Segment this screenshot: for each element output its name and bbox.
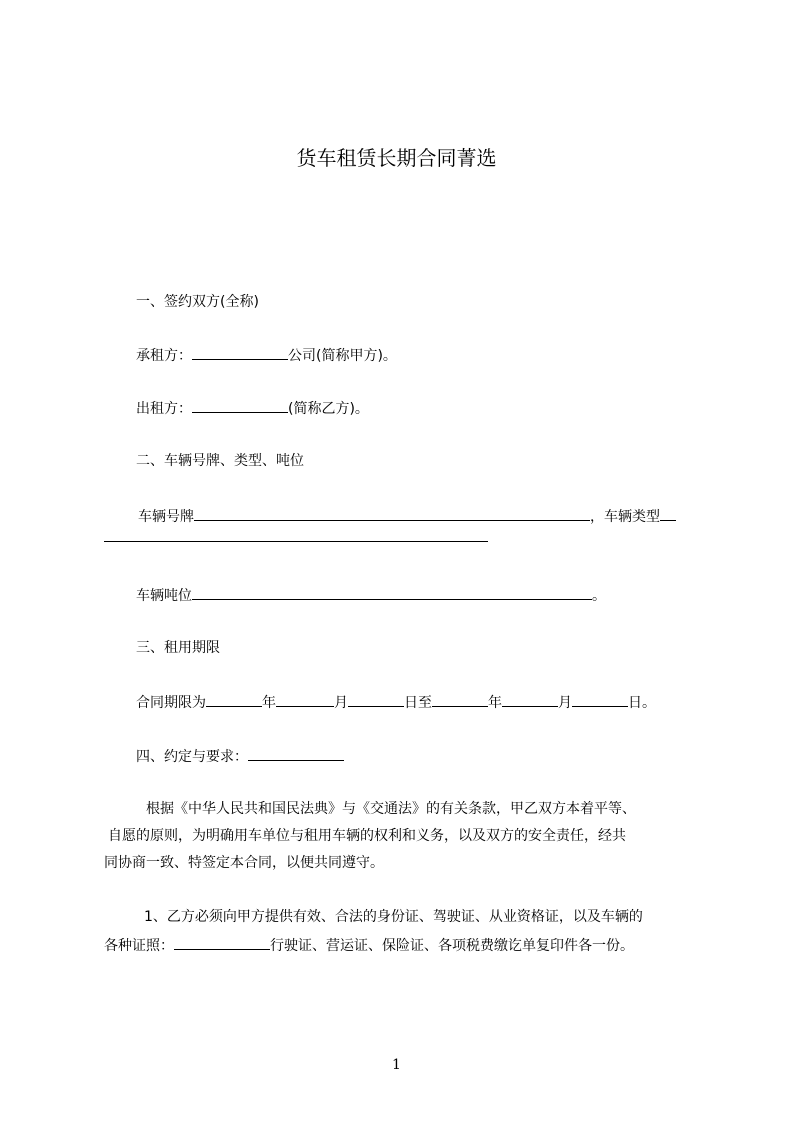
clause-1-line-2 [104, 934, 634, 956]
plate-type-line [138, 505, 676, 527]
lessor-suffix: (简称乙方)。 [288, 401, 369, 417]
end-year-blank [432, 691, 488, 707]
intro-line-2: 自愿的原则，为明确用车单位与租用车辆的权利和义务，以及双方的安全责任，经共 [108, 828, 626, 844]
lessor-line [136, 397, 369, 419]
intro-line-3: 同协商一致、特签定本合同，以便共同遵守。 [104, 855, 384, 871]
section-4-line [136, 745, 344, 767]
clause-1-suffix: 行驶证、营运证、保险证、各项税费缴讫单复印件各一份。 [270, 938, 634, 954]
type-continuation-line [104, 526, 488, 548]
plate-blank [194, 505, 590, 521]
clause-1-blank [174, 934, 270, 950]
day-end-text: 日。 [628, 695, 656, 711]
section-2-heading: 二、车辆号牌、类型、吨位 [136, 453, 304, 469]
lessee-blank [192, 344, 288, 360]
intro-line-1: 根据《中华人民共和国民法典》与《交通法》的有关条款，甲乙双方本着平等、 [146, 801, 636, 817]
period-line [136, 691, 656, 713]
lessee-label: 承租方： [136, 348, 192, 364]
clause-1-label: 各种证照： [104, 938, 174, 954]
lessor-label: 出租方： [136, 401, 192, 417]
lessee-suffix: 公司(简称甲方)。 [288, 348, 397, 364]
plate-label: 车辆号牌 [138, 509, 194, 525]
document-title: 货车租赁长期合同菁选 [296, 146, 497, 170]
type-blank [104, 526, 488, 542]
type-label: ，车辆类型 [590, 509, 660, 525]
section-4-heading: 四、约定与要求： [136, 749, 248, 765]
month-char-2: 月 [558, 695, 572, 711]
page-number: 1 [392, 1057, 401, 1073]
lessor-blank [192, 397, 288, 413]
tonnage-blank [192, 584, 592, 600]
start-month-blank [276, 691, 334, 707]
section-4-blank [248, 745, 344, 761]
year-char-2: 年 [488, 695, 502, 711]
tonnage-line [136, 584, 606, 606]
start-year-blank [206, 691, 262, 707]
clause-1-line-1: 1、乙方必须向甲方提供有效、合法的身份证、驾驶证、从业资格证，以及车辆的 [144, 909, 643, 925]
type-blank-start [660, 505, 676, 521]
tonnage-label: 车辆吨位 [136, 588, 192, 604]
year-char: 年 [262, 695, 276, 711]
section-1-heading: 一、签约双方(全称) [136, 294, 259, 310]
section-3-heading: 三、租用期限 [136, 640, 220, 656]
month-char: 月 [334, 695, 348, 711]
end-day-blank [572, 691, 628, 707]
start-day-blank [348, 691, 404, 707]
day-to-text: 日至 [404, 695, 432, 711]
lessee-line [136, 344, 397, 366]
period-label: 合同期限为 [136, 695, 206, 711]
end-month-blank [502, 691, 558, 707]
tonnage-end: 。 [592, 588, 606, 604]
